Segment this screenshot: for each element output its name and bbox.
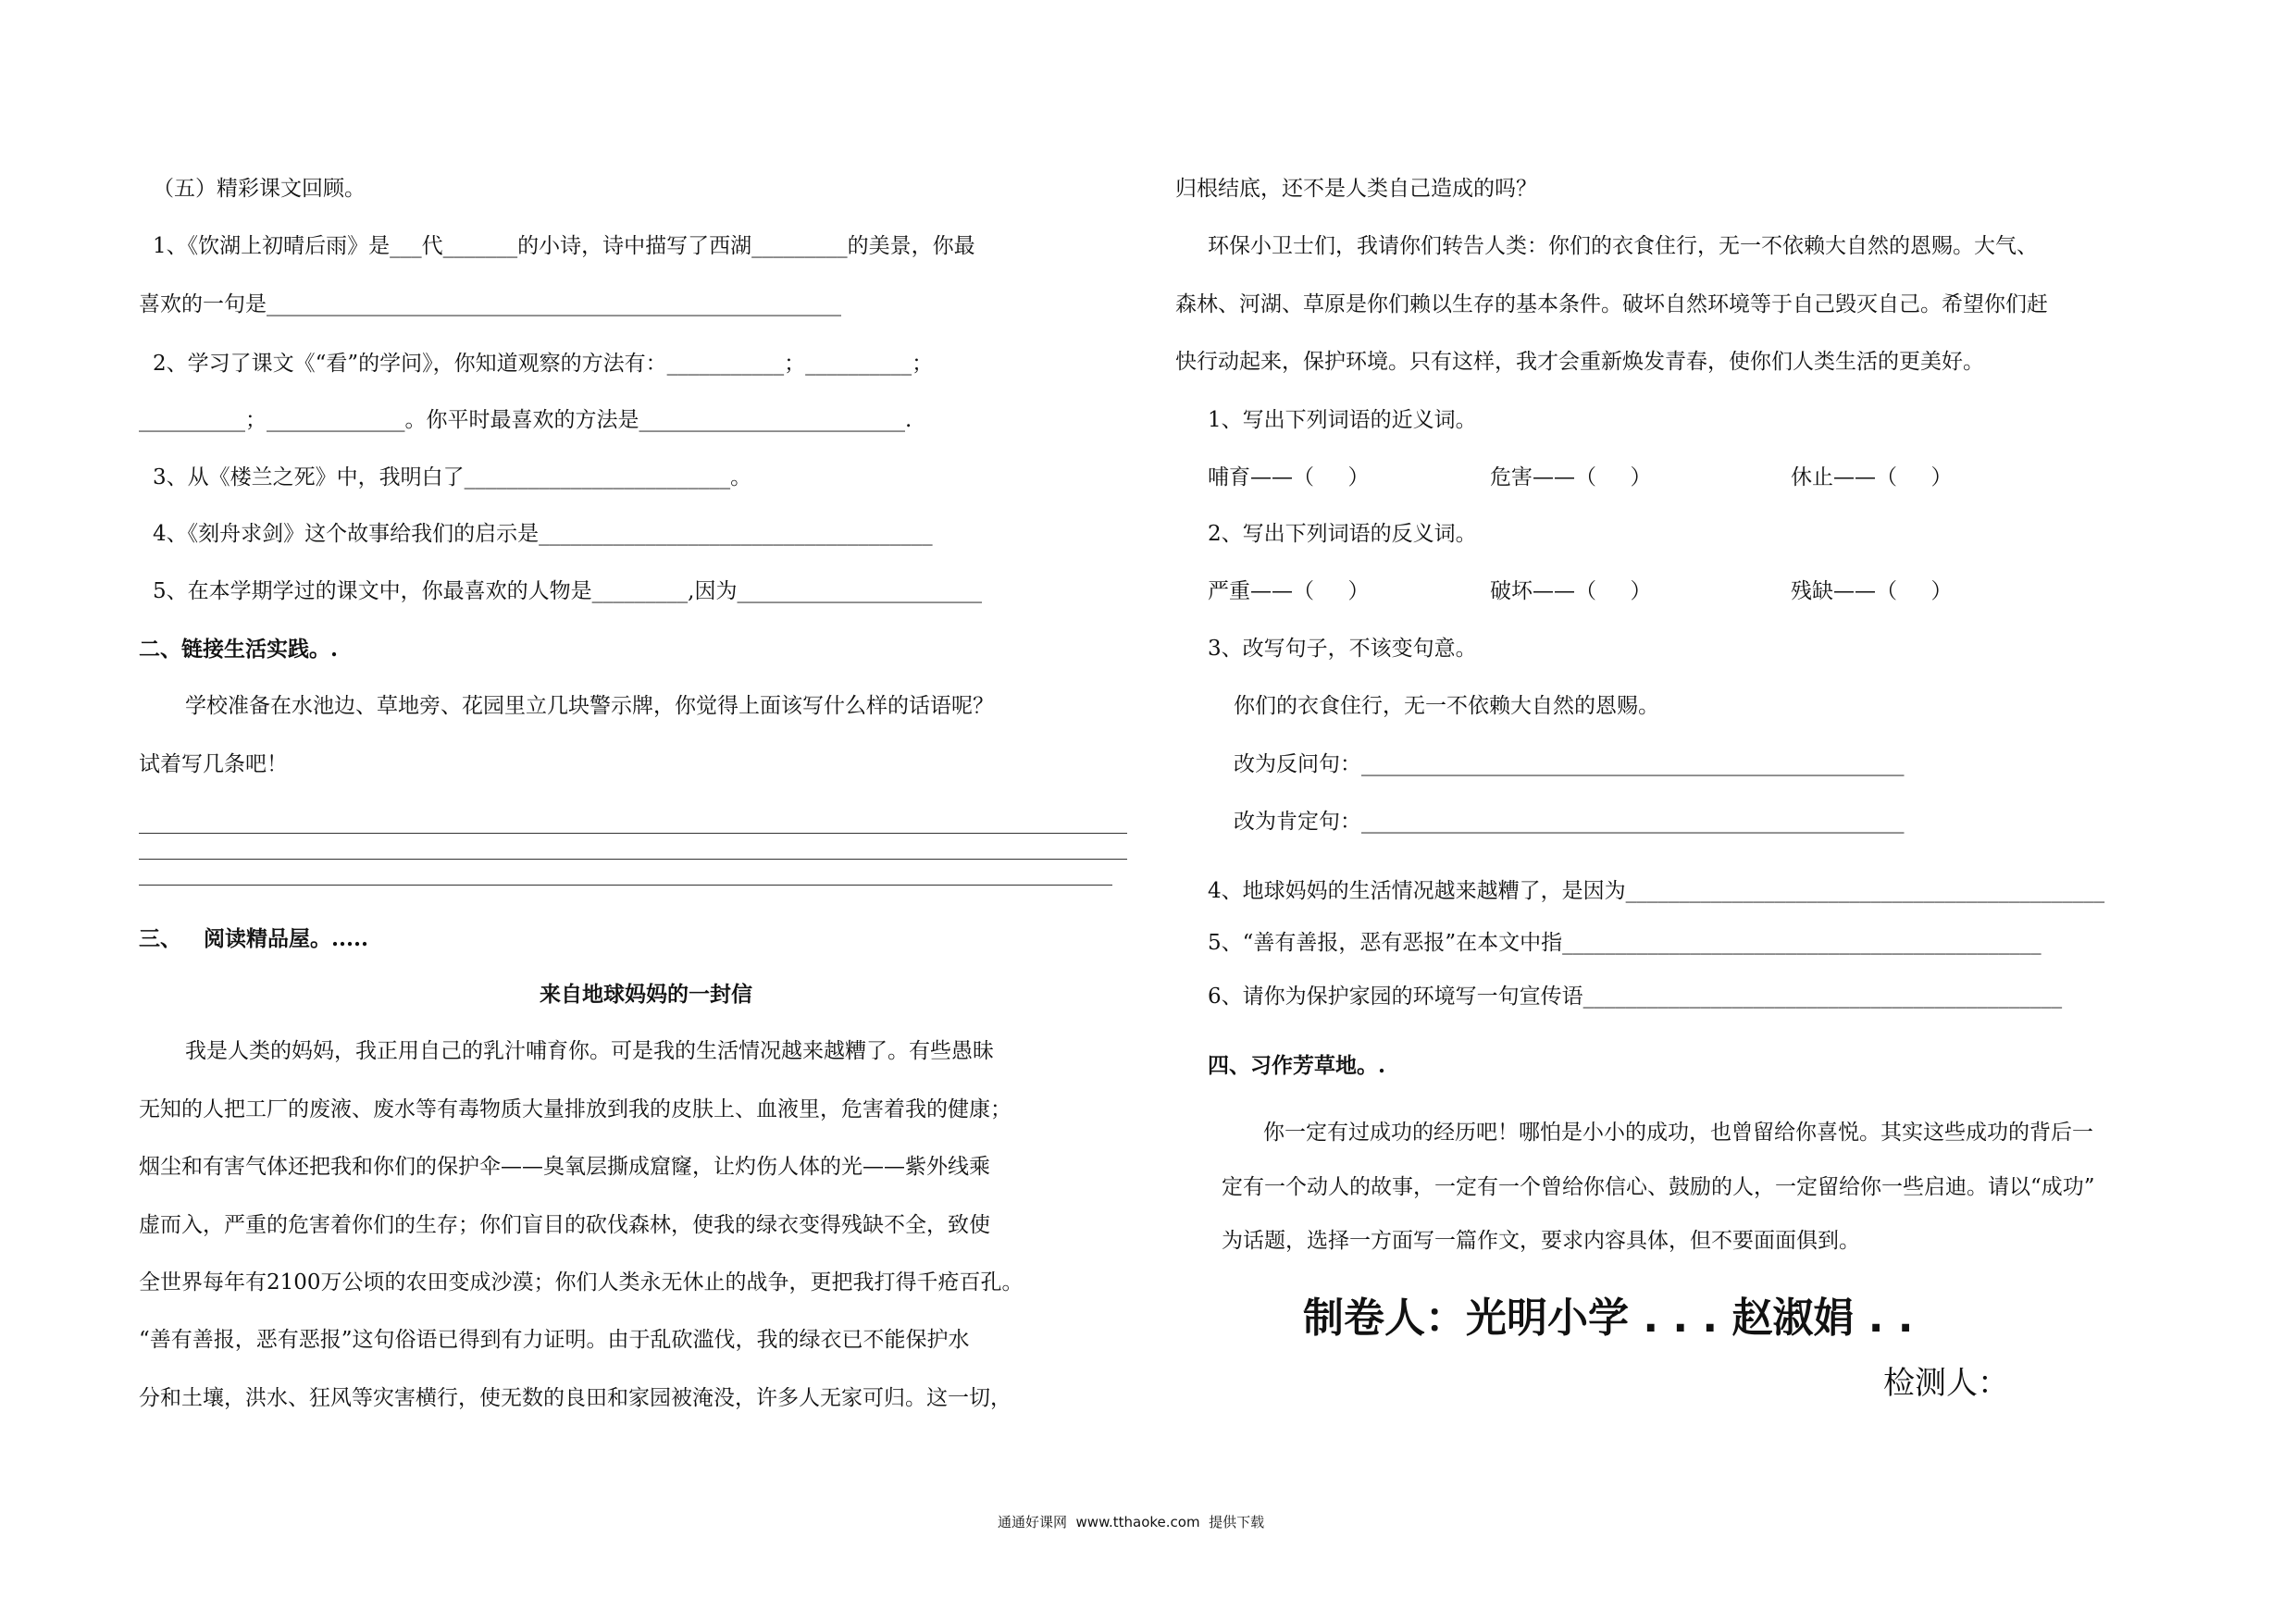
article-line: 分和土壤，洪水、狂风等灾害横行，使无数的良田和家园被淹没，许多人无家可归。这一切， [139,1386,1011,1410]
article-title: 来自地球妈妈的一封信 [540,982,752,1007]
question-5: 5、在本学期学过的课文中，你最喜欢的人物是_________,因为_______________________ [153,579,982,603]
question-2-line-2: __________；_____________。你平时最喜欢的方法是_________________________. [139,408,912,432]
composition-prompt-line: 为话题，选择一方面写一篇作文，要求内容具体，但不要面面俱到。 [1222,1229,1860,1253]
reading-question-6: 6、请你为保护家园的环境写一句宣传语_____________________________________________ [1208,985,2063,1009]
answer-line [139,859,1127,860]
question-1-line-2: 喜欢的一句是______________________________________________________ [139,292,841,316]
article-line: 我是人类的妈妈，我正用自己的乳汁哺育你。可是我的生活情况越来越糟了。有些愚昧 [185,1039,994,1063]
article-continuation-line: 归根结底，还不是人类自己造成的吗？ [1175,177,1537,201]
section4-title: 四、习作芳草地。. [1208,1053,1386,1078]
rewrite-rhetorical: 改为反问句：___________________________________________________ [1234,752,1905,776]
answer-line [139,833,1127,834]
article-line: 全世界每年有2100万公顷的农田变成沙漠；你们人类永无休止的战争，更把我打得千疮百孔。 [139,1270,1024,1295]
section5-title: （五）精彩课文回顾。 [153,177,366,201]
section2-paragraph-2: 试着写几条吧！ [139,752,288,776]
footer-source: 通通好课网 www.tthaoke.com 提供下载 [998,1514,1265,1530]
section3-title: 三、 阅读精品屋。..... [139,926,369,951]
checker-label: 检测人： [1883,1365,2009,1402]
section2-paragraph-1: 学校准备在水池边、草地旁、花园里立几块警示牌，你觉得上面该写什么样的话语呢？ [185,694,994,718]
article-continuation-line: 环保小卫士们，我请你们转告人类：你们的衣食住行，无一不依赖大自然的恩赐。大气、 [1208,234,2038,258]
composition-prompt-line: 定有一个动人的故事，一定有一个曾给你信心、鼓励的人，一定留给你一些启迪。请以“成功” [1222,1175,2095,1199]
reading-question-2: 2、写出下列词语的反义词。 [1208,522,1477,546]
rewrite-sentence: 你们的衣食住行，无一不依赖大自然的恩赐。 [1234,694,1659,718]
answer-line [139,885,1112,886]
reading-question-1: 1、写出下列词语的近义词。 [1208,408,1477,432]
reading-question-5: 5、“善有善报，恶有恶报”在本文中指_____________________________________________ [1208,931,2042,955]
article-line: 虚而入，严重的危害着你们的生存；你们盲目的砍伐森林，使我的绿衣变得残缺不全，致使 [139,1213,990,1237]
article-line: “善有善报，恶有恶报”这句俗语已得到有力证明。由于乱砍滥伐，我的绿衣已不能保护水 [139,1328,970,1352]
synonym-item: 危害——（ ） [1490,465,1652,489]
article-line: 烟尘和有害气体还把我和你们的保护伞——臭氧层撕成窟窿，让灼伤人体的光——紫外线乘 [139,1155,990,1179]
composition-prompt-line: 你一定有过成功的经历吧！哪怕是小小的成功，也曾留给你喜悦。其实这些成功的背后一 [1263,1121,2093,1145]
rewrite-affirmative: 改为肯定句：___________________________________________________ [1234,810,1905,834]
antonym-item: 残缺——（ ） [1791,579,1953,603]
antonym-item: 严重——（ ） [1208,579,1370,603]
section2-title: 二、链接生活实践。. [139,637,339,662]
article-continuation-line: 森林、河湖、草原是你们赖以生存的基本条件。破坏自然环境等于自己毁灭自己。希望你们赶 [1175,292,2048,316]
synonym-item: 哺育——（ ） [1208,465,1370,489]
author-credit: 制卷人：光明小学 . . . 赵淑娟 . . [1303,1295,1914,1342]
question-2-line-1: 2、学习了课文《“看”的学问》，你知道观察的方法有：___________；__________； [153,352,934,376]
antonym-item: 破坏——（ ） [1490,579,1652,603]
article-line: 无知的人把工厂的废液、废水等有毒物质大量排放到我的皮肤上、血液里，危害着我的健康； [139,1097,1011,1121]
question-1-line-1: 1、《饮湖上初晴后雨》是___代_______的小诗，诗中描写了西湖_________的美景，你最 [153,234,975,258]
question-3: 3、从《楼兰之死》中，我明白了_________________________。 [153,465,752,489]
reading-question-4: 4、地球妈妈的生活情况越来越糟了，是因为_____________________________________________ [1208,879,2105,903]
reading-question-3: 3、改写句子，不该变句意。 [1208,637,1477,661]
synonym-item: 休止——（ ） [1791,465,1953,489]
article-continuation-line: 快行动起来，保护环境。只有这样，我才会重新焕发青春，使你们人类生活的更美好。 [1175,350,1984,374]
question-4: 4、《刻舟求剑》这个故事给我们的启示是_____________________________________ [153,522,933,546]
